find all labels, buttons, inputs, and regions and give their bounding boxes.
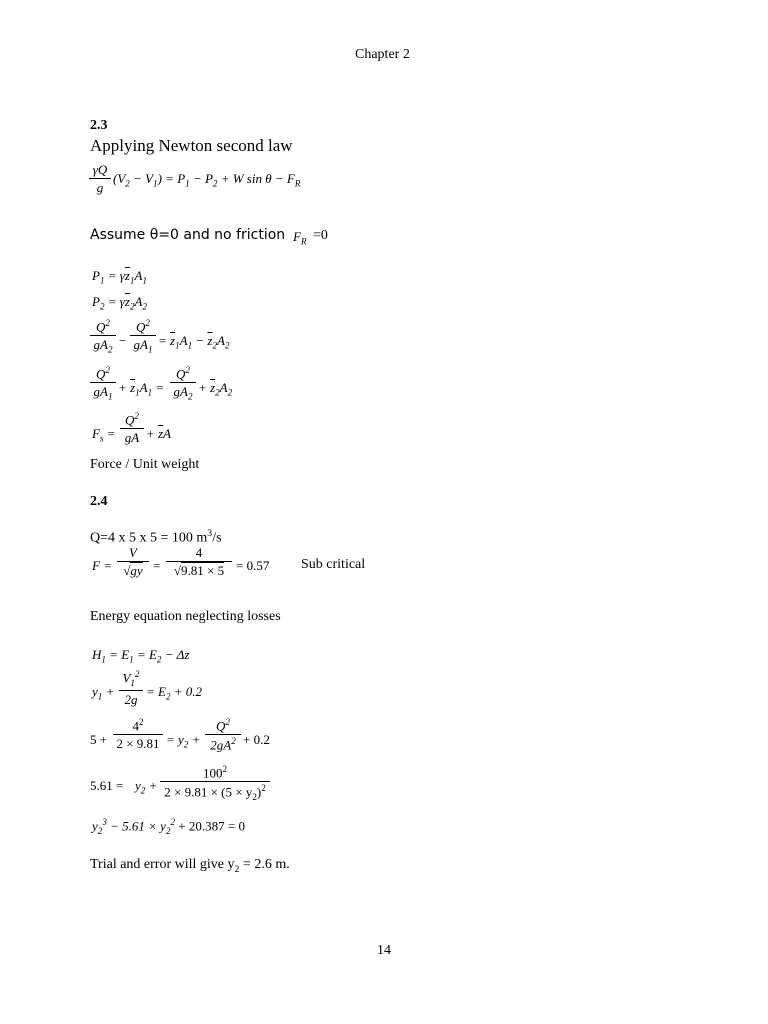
discharge-unit: /s: [212, 530, 222, 546]
specific-force-lhs: $F_s$ =: [92, 426, 116, 444]
trial-error-result: Trial and error will give $y_2 = 2.6$ m.: [90, 857, 290, 875]
assumption-text: Assume θ=0 and no friction: [90, 227, 286, 243]
cubic-rest: + 20.387 = 0: [178, 818, 245, 834]
fraction-q2-ga: $Q^2$ gA: [120, 412, 144, 444]
froude-lhs: F =: [92, 558, 112, 573]
eq5-mid: = $y_2$ +: [166, 732, 201, 750]
section-title: Applying Newton second law: [90, 136, 293, 155]
equals-sign: =: [153, 558, 161, 573]
trial-value: = 2.6 m.: [239, 857, 290, 872]
pressure-p2: $P_2 = \gamma\overline{z}_2A_2$: [92, 294, 148, 312]
fraction-q2-ga1: $Q^2$ $gA_1$: [130, 319, 156, 355]
balance-middle: + $\overline{z}_1A_1$ =: [118, 380, 165, 398]
fraction-gamma-q-over-g: γQ g: [89, 163, 111, 194]
section-heading-2-4: 2.4: [90, 494, 108, 509]
eq5-lhs: 5 +: [90, 732, 108, 747]
cubic-equation: $y_2^3 - 5.61 \times y_2^2 + 20.387 = 0$: [92, 817, 245, 836]
chapter-header: Chapter 2: [355, 47, 410, 62]
discharge-line: Q=4 x 5 x 5 = 100 $m^3/s$: [90, 528, 222, 546]
energy-equation-label: Energy equation neglecting losses: [90, 609, 281, 624]
flow-regime-label: Sub critical: [301, 557, 366, 572]
fraction-v1sq-2g: $V_1^2$ 2g: [119, 670, 143, 706]
equation-rhs-z: = $\overline{z}_1A_1 - \overline{z}_2A_2$: [158, 333, 230, 351]
eq6-lhs: 5.61 =: [90, 778, 124, 793]
y1-rhs: = $E_2 + 0.2$: [146, 684, 203, 702]
trial-text: Trial and error will give y: [90, 857, 235, 872]
fraction-4-over-root: 4 √9.81 × 5: [166, 546, 232, 577]
momentum-equation-rhs: $(V_2 - V_1) = P_1 - P_2 + W$ $\sin \theta - F_R$: [113, 171, 301, 189]
page-number: 14: [377, 943, 391, 958]
pressure-p1: $P_1 = \gamma\overline{z}_1A_1$: [92, 268, 148, 286]
fraction-4sq: $4^2$ 2 × 9.81: [113, 718, 163, 750]
fraction-q2-ga2-b: $Q^2$ $gA_2$: [170, 366, 196, 402]
energy-equation: $H_1 = E_1 = E_2 - \Delta z$: [92, 647, 190, 665]
fraction-v-over-root-gy: V √gy: [117, 546, 149, 577]
eq6-y2: $y_2$ +: [135, 778, 158, 796]
fraction-q2-2gA2: $Q^2$ $2gA^2$: [205, 718, 241, 752]
froude-result: = 0.57: [236, 558, 270, 573]
eq5-num: 4: [132, 718, 139, 734]
fraction-100sq: $100^2$ $2 \times 9.81 \times (5 \times y_2)^2$: [160, 765, 270, 802]
y1-term: $y_1$ +: [92, 684, 115, 702]
section-heading-2-3: 2.3: [90, 118, 108, 133]
force-unit-weight-caption: Force / Unit weight: [90, 457, 200, 472]
fraction-q2-ga2: $Q^2$ $gA_2$: [90, 319, 116, 355]
fraction-q2-ga1-b: $Q^2$ $gA_1$: [90, 366, 116, 402]
eq6-num: 100: [202, 765, 223, 781]
balance-right: + $\overline{z}_2A_2$: [198, 380, 233, 398]
minus-sign: −: [119, 333, 127, 348]
friction-force-symbol: $F_R$: [293, 229, 307, 247]
eq5-den: 2 × 9.81: [116, 736, 160, 752]
eq6-den: 2 × 9.81 × (5 × y: [164, 784, 253, 800]
specific-force-rhs: + $\overline{z}A$: [146, 426, 172, 441]
eq5-const: + 0.2: [243, 732, 270, 747]
discharge-text: Q=4 x 5 x 5 = 100 m: [90, 530, 208, 546]
friction-zero: =0: [313, 228, 328, 243]
